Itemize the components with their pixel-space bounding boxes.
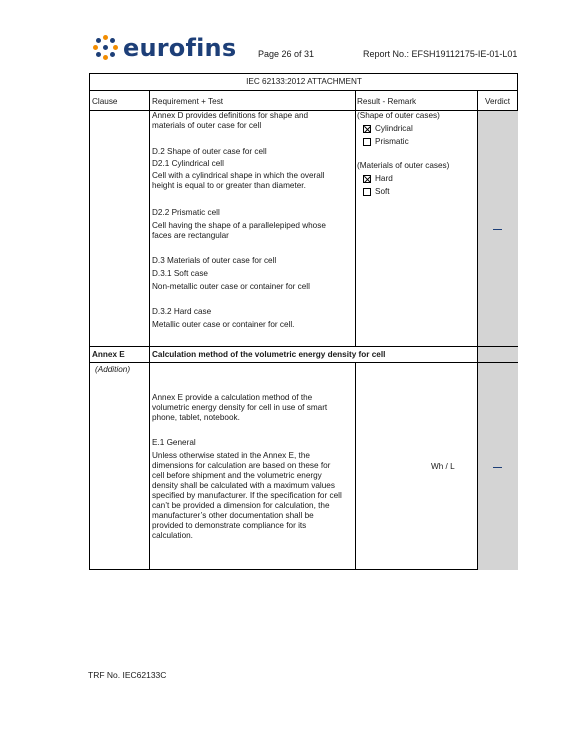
annex-d-line: D.3.1 Soft case — [152, 269, 208, 278]
annex-e-line: Unless otherwise stated in the Annex E, the — [152, 451, 310, 460]
annex-d-line: height is equal to or greater than diameter. — [152, 181, 306, 190]
annex-d-line: D.2 Shape of outer case for cell — [152, 147, 267, 156]
annex-e-line: manufacturer’s other documentation shall be — [152, 511, 314, 520]
option-cylindrical: Cylindrical — [375, 124, 413, 133]
eurofins-dots-icon — [93, 35, 119, 61]
annex-d-line: D.3.2 Hard case — [152, 307, 212, 316]
col-header-requirement: Requirement + Test — [152, 97, 224, 106]
option-soft: Soft — [375, 187, 390, 196]
logo-text: eurofins — [123, 34, 237, 62]
checkbox-prismatic[interactable] — [363, 138, 371, 146]
annex-e-addition: (Addition) — [95, 365, 131, 374]
annex-e-line: calculation. — [152, 531, 193, 540]
annex-d-line: faces are rectangular — [152, 231, 229, 240]
option-hard: Hard — [375, 174, 393, 183]
annex-e-heading: Calculation method of the volumetric energy density for cell — [152, 350, 386, 359]
report-number: Report No.: EFSH19112175-IE-01-L01 — [363, 49, 518, 59]
page-number: Page 26 of 31 — [258, 49, 315, 59]
table-title: IEC 62133:2012 ATTACHMENT — [246, 77, 362, 86]
checkbox-cylindrical[interactable] — [363, 125, 371, 133]
annex-e-line: provided to demonstrate compliance for its — [152, 521, 307, 530]
annex-e-line: volumetric energy density for cell in use of smart — [152, 403, 328, 412]
annex-d-line: D.3 Materials of outer case for cell — [152, 256, 277, 265]
annex-e-line: specified by manufacturer. If the specification for cell — [152, 491, 342, 500]
annex-e-line: Annex E provide a calculation method of the — [152, 393, 313, 402]
annex-e-line: dimensions for calculation are based on these for — [152, 461, 331, 470]
annex-d-line: D2.1 Cylindrical cell — [152, 159, 224, 168]
verdict-shading-annex-e-heading — [478, 347, 518, 362]
annex-e-line: density shall be calculated with a maximum values — [152, 481, 335, 490]
eurofins-logo — [93, 34, 236, 62]
col-header-verdict: Verdict — [485, 97, 511, 106]
verdict-dash-annex-e — [493, 467, 502, 468]
annex-d-line: Non-metallic outer case or container for cell — [152, 282, 310, 291]
annex-d-line: Cell having the shape of a parallelepiped whose — [152, 221, 326, 230]
annex-e-clause: Annex E — [92, 350, 125, 359]
col-header-result: Result - Remark — [357, 97, 417, 106]
material-heading: (Materials of outer cases) — [357, 161, 450, 170]
verdict-dash-annex-d — [493, 229, 502, 230]
annex-e-result: Wh / L — [431, 462, 455, 471]
shape-heading: (Shape of outer cases) — [357, 111, 440, 120]
annex-e-line: phone, tablet, notebook. — [152, 413, 240, 422]
trf-number: TRF No. IEC62133C — [88, 670, 167, 680]
annex-e-line: can’t be provided a dimension for calculation, the — [152, 501, 330, 510]
annex-d-line: Cell with a cylindrical shape in which the overall — [152, 171, 325, 180]
annex-e-line: cell before shipment and the volumetric energy — [152, 471, 322, 480]
attachment-table — [89, 73, 518, 570]
option-prismatic: Prismatic — [375, 137, 409, 146]
annex-e-line: E.1 General — [152, 438, 196, 447]
checkbox-soft[interactable] — [363, 188, 371, 196]
annex-d-line: materials of outer case for cell — [152, 121, 262, 130]
annex-d-line: D2.2 Prismatic cell — [152, 208, 220, 217]
annex-d-line: Metallic outer case or container for cell. — [152, 320, 295, 329]
col-header-clause: Clause — [92, 97, 118, 106]
checkbox-hard[interactable] — [363, 175, 371, 183]
annex-d-line: Annex D provides definitions for shape and — [152, 111, 309, 120]
